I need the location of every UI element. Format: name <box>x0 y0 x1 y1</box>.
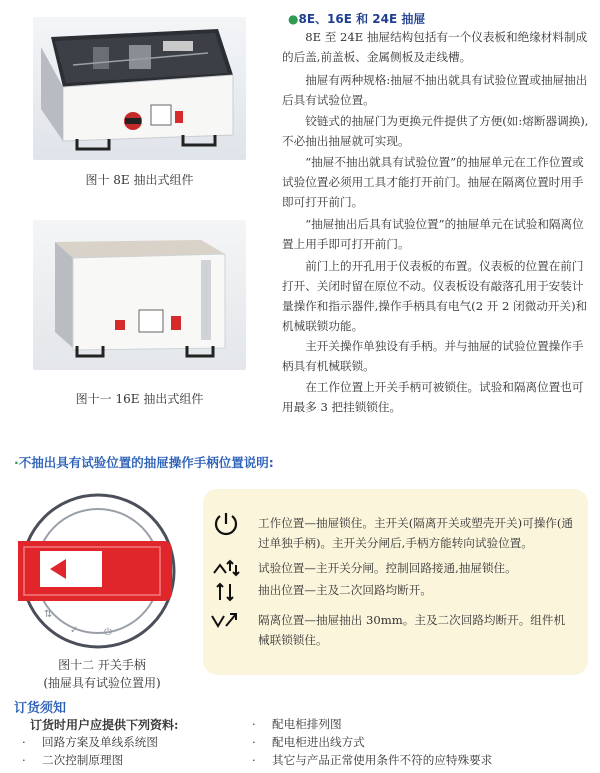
bullet-dot-icon: · <box>14 455 19 470</box>
svg-text:⏻: ⏻ <box>104 627 112 638</box>
paragraph-1: 8E 至 24E 抽屉结构包括有一个仪表板和绝缘材料制成的后盖,前盖板、金属侧板及走线槽。 <box>282 30 588 64</box>
isolation-position-icon <box>208 608 244 634</box>
work-position-icon <box>208 511 244 537</box>
paragraph-3: 铰链式的抽屉门为更换元件提供了方便(如:熔断器调换),不必抽出抽屉就可实现。 <box>282 114 589 148</box>
ordering-right-item-1 <box>252 715 342 733</box>
figure-10-caption: 图十 8E 抽出式组件 <box>85 173 194 187</box>
bullet-dot-icon: · <box>22 753 26 767</box>
ordering-right-item-2 <box>252 733 365 751</box>
ordering-right-item-2-text: 配电柜进出线方式 <box>272 735 365 749</box>
figure-8e-drawer-photo <box>33 17 246 160</box>
figure-12-caption-line1: 图十二 开关手柄 <box>58 658 146 672</box>
bullet-dot-icon: ● <box>288 12 299 26</box>
paragraph-5: “抽屉抽出后具有试验位置”的抽屉单元在试验和隔离位置上用手即可打开前门。 <box>282 217 584 251</box>
paragraph-7: 主开关操作单独设有手柄。并与抽屉的试验位置操作手柄具有机械联锁。 <box>282 339 584 373</box>
ordering-left-item-1 <box>22 733 158 751</box>
bullet-dot-icon: · <box>252 753 256 767</box>
section-title-text: 8E、16E 和 24E 抽屉 <box>298 12 426 26</box>
bullet-dot-icon: · <box>22 735 26 749</box>
svg-text:✓: ✓ <box>70 625 79 636</box>
switch-handle-figure <box>14 489 184 654</box>
svg-text:⇅: ⇅ <box>44 609 53 620</box>
handle-section-title-text: 不抽出具有试验位置的抽屉操作手柄位置说明: <box>18 455 274 470</box>
figure-12-caption-line2: (抽屉具有试验位置用) <box>43 676 161 690</box>
paragraph-6: 前门上的开孔用于仪表板的布置。仪表板的位置在前门打开、关闭时留在原位不动。仪表板设有敲落孔用于安装计量操作和指示器件,操作手柄具有电气(2 开 2 闭微动开关)和机械联锁功能。 <box>282 259 588 333</box>
figure-16e-drawer-photo <box>33 220 246 370</box>
bullet-dot-icon: · <box>252 735 256 749</box>
ordering-left-item-2-text: 二次控制原理图 <box>42 753 124 767</box>
ordering-left-item-1-text: 回路方案及单线系统图 <box>42 735 158 749</box>
withdrawn-position-icon <box>208 580 244 606</box>
withdrawn-position-text: 抽出位置—主及二次回路均断开。 <box>258 583 432 597</box>
section-title-drawers <box>288 10 425 27</box>
figure-11-caption: 图十一 16E 抽出式组件 <box>75 392 204 406</box>
work-position-text: 工作位置—抽屉锁住。主开关(隔离开关或塑壳开关)可操作(通过单独手柄)。主开关分闸后,手柄方能转向试验位置。 <box>258 516 574 550</box>
isolation-position-text: 隔离位置—抽屉抽出 30mm。主及二次回路均断开。组件机械联锁锁住。 <box>258 613 566 647</box>
bullet-dot-icon: · <box>252 717 256 731</box>
ordering-intro: 订货时用户应提供下列资料: <box>30 718 179 732</box>
drawer-8e-illustration <box>33 17 246 160</box>
paragraph-4: “抽屉不抽出就具有试验位置”的抽屉单元在工作位置或试验位置必须用工具才能打开前门。抽屉在隔离位置时用手即可打开前门。 <box>282 155 584 209</box>
switch-handle-illustration <box>14 489 184 654</box>
drawer-16e-illustration <box>33 220 246 370</box>
paragraph-2: 抽屉有两种规格:抽屉不抽出就具有试验位置或抽屉抽出后具有试验位置。 <box>282 73 588 107</box>
paragraph-8: 在工作位置上开关手柄可被锁住。试验和隔离位置也可用最多 3 把挂锁锁住。 <box>282 380 584 414</box>
test-position-text: 试验位置—主开关分闸。控制回路接通,抽屉锁住。 <box>258 561 517 575</box>
ordering-right-item-3-text: 其它与产品正常使用条件不符的应特殊要求 <box>272 753 493 767</box>
ordering-right-item-1-text: 配电柜排列图 <box>272 717 342 731</box>
ordering-title: 订货须知 <box>14 701 67 716</box>
handle-section-title <box>14 453 274 471</box>
ordering-right-item-3 <box>252 751 492 769</box>
ordering-left-item-2 <box>22 751 123 769</box>
